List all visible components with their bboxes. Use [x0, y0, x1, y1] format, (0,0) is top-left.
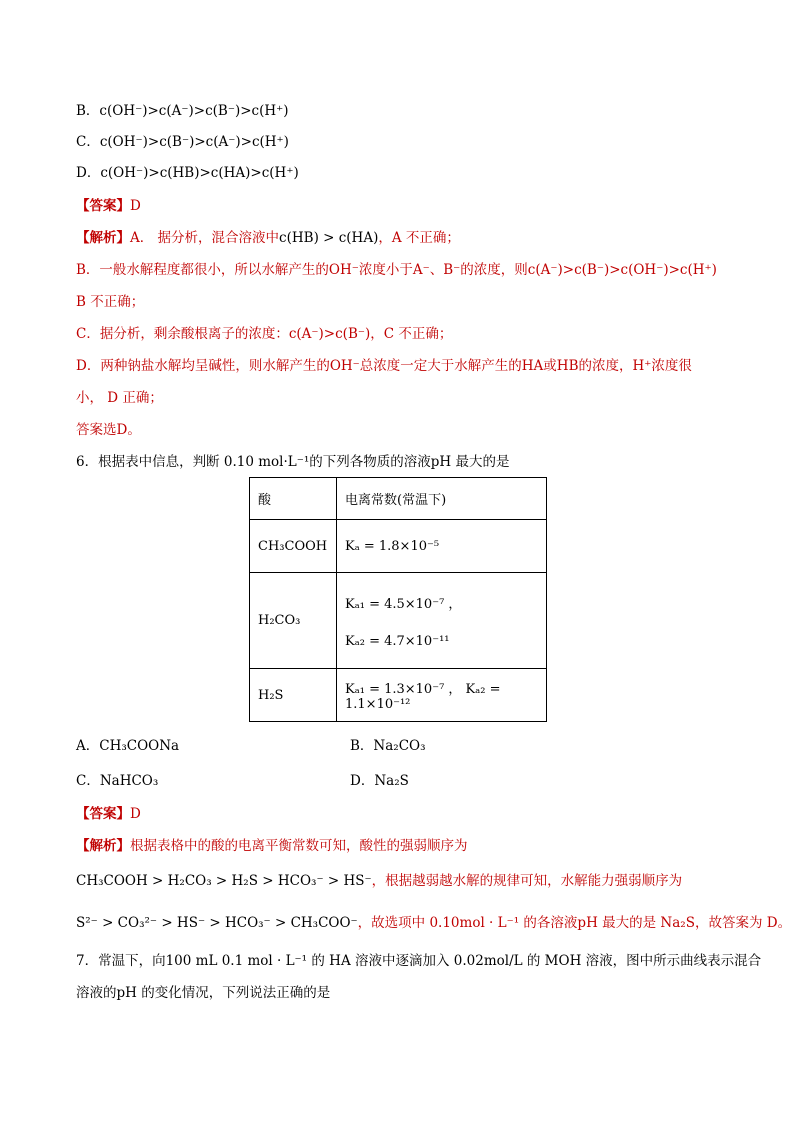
answer-value: D	[130, 198, 141, 214]
q6-answer: 【答案】D	[76, 806, 141, 822]
table-header-constant: 电离常数(常温下)	[337, 478, 547, 520]
q6-choice-d: D．Na₂S	[350, 773, 409, 789]
option-b-prev: B．c(OH⁻)>c(A⁻)>c(B⁻)>c(H⁺)	[76, 103, 289, 119]
table-row: H₂CO₃ Kₐ₁ = 4.5×10⁻⁷ ， Kₐ₂ = 4.7×10⁻¹¹	[250, 573, 547, 669]
table-header-acid: 酸	[250, 478, 337, 520]
q5-answer	[76, 196, 141, 216]
q6-choice-b: B．Na₂CO₃	[350, 738, 426, 754]
q5-analysis-b-cont: B 不正确；	[76, 294, 145, 310]
table-row: CH₃COOH Kₐ = 1.8×10⁻⁵	[250, 520, 547, 573]
table-row: H₂S Kₐ₁ = 1.3×10⁻⁷ ， Kₐ₂ = 1.1×10⁻¹²	[250, 669, 547, 722]
q6-choice-a: A．CH₃COONa	[76, 738, 180, 754]
option-c-prev: C．c(OH⁻)>c(B⁻)>c(A⁻)>c(H⁺)	[76, 134, 289, 150]
q6-analysis-1: 【解析】根据表格中的酸的电离平衡常数可知，酸性的强弱顺序为	[76, 838, 468, 854]
q5-analysis-b: B．一般水解程度都很小，所以水解产生的OH⁻浓度小于A⁻、B⁻的浓度，则c(A⁻)>c(B⁻)>c(OH⁻)>c(H⁺)	[76, 262, 717, 278]
q6-choice-c: C．NaHCO₃	[76, 773, 159, 789]
q6-analysis-3: S²⁻ > CO₃²⁻ > HS⁻ > HCO₃⁻ > CH₃COO⁻，故选项中 0.10mol · L⁻¹ 的各溶液pH 最大的是 Na₂S，故答案为 D。	[76, 915, 792, 931]
q6-analysis-2: CH₃COOH > H₂CO₃ > H₂S > HCO₃⁻ > HS⁻，根据越弱越水解的规律可知，水解能力强弱顺序为	[76, 873, 683, 889]
q5-analysis-d-cont: 小， D 正确；	[76, 390, 163, 406]
table-header-row	[250, 478, 547, 520]
acid-constant-table	[249, 477, 547, 722]
answer-tag: 【答案】	[76, 198, 130, 214]
q6-stem: 6．根据表中信息，判断 0.10 mol·L⁻¹的下列各物质的溶液pH 最大的是	[76, 454, 510, 470]
q5-conclusion: 答案选D。	[76, 422, 141, 438]
q7-stem-line-1: 7．常温下，向100 mL 0.1 mol · L⁻¹ 的 HA 溶液中逐滴加入 0.02mol/L 的 MOH 溶液，图中所示曲线表示混合	[76, 953, 762, 969]
q5-analysis-d: D．两种钠盐水解均呈碱性，则水解产生的OH⁻总浓度一定大于水解产生的HA或HB的浓度，H⁺浓度很	[76, 358, 692, 374]
q5-analysis-c: C．据分析，剩余酸根离子的浓度：c(A⁻)>c(B⁻)，C 不正确；	[76, 326, 453, 342]
q7-stem-line-2: 溶液的pH 的变化情况，下列说法正确的是	[76, 985, 331, 1001]
q5-analysis-a: 【解析】A． 据分析，混合溶液中c(HB) > c(HA)，A 不正确；	[76, 230, 460, 246]
option-d-prev: D．c(OH⁻)>c(HB)>c(HA)>c(H⁺)	[76, 165, 299, 181]
